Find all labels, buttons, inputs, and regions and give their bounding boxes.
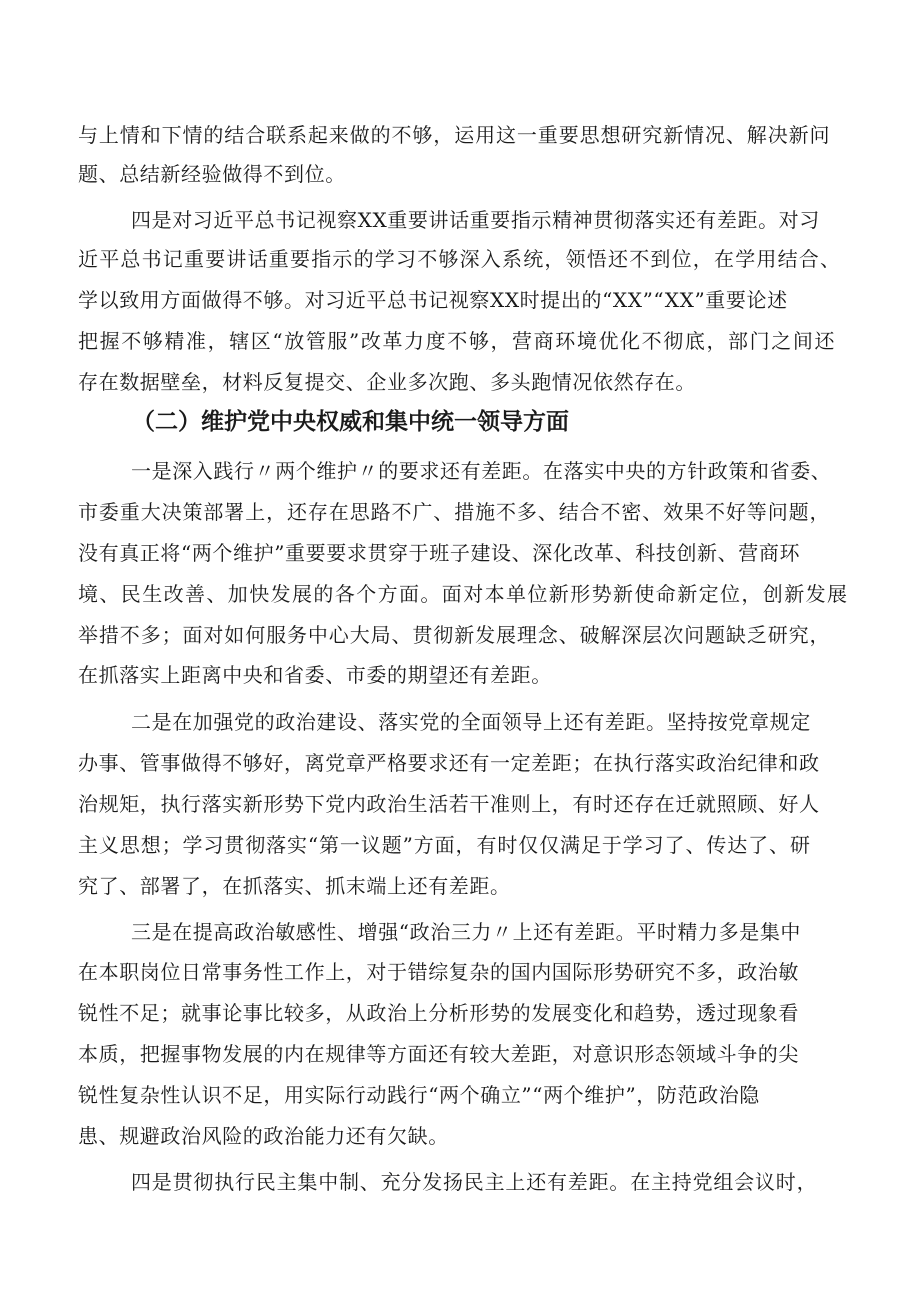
text-line: 在本职岗位日常事务性工作上，对于错综复杂的国内国际形势研究不多，政治敏 xyxy=(78,960,799,984)
section-heading: （二）维护党中央权威和集中统一领导方面 xyxy=(132,409,569,435)
text-line: 患、规避政治风险的政治能力还有欠缺。 xyxy=(78,1124,449,1148)
text-line: 本质，把握事物发展的内在规律等方面还有较大差距，对意识形态领域斗争的尖 xyxy=(78,1042,799,1066)
text-line: 一是深入践行〃两个维护〃的要求还有差距。在落实中央的方针政策和省委、 xyxy=(131,459,832,483)
text-line: 存在数据壁垒，材料反复提交、企业多次跑、多头跑情况依然存在。 xyxy=(78,370,696,394)
text-line: 锐性不足；就事论事比较多，从政治上分析形势的发展变化和趋势，透过现象看 xyxy=(78,1001,799,1025)
text-line: 把握不够精准，辖区“放管服”改革力度不够，营商环境优化不彻底，部门之间还 xyxy=(78,329,837,353)
text-line: 与上情和下情的结合联系起来做的不够，运用这一重要思想研究新情况、解决新问 xyxy=(78,123,831,147)
text-line: 治规矩，执行落实新形势下党内政治生活若干准则上，有时还存在迁就照顾、好人 xyxy=(78,792,820,816)
text-line: 题、总结新经验做得不到位。 xyxy=(78,162,346,186)
text-line: 市委重大决策部署上，还存在思路不广、措施不多、结合不密、效果不好等问题， xyxy=(78,500,831,524)
text-line: 举措不多；面对如何服务中心大局、贯彻新发展理念、破解深层次问题缺乏研究， xyxy=(78,623,831,647)
text-line: 没有真正将“两个维护”重要要求贯穿于班子建设、深化改革、科技创新、营商环 xyxy=(78,541,801,565)
text-line: 锐性复杂性认识不足，用实际行动践行“两个确立”“两个维护”，防范政治隐 xyxy=(78,1083,760,1107)
text-line: 近平总书记重要讲话重要指示的学习不够深入系统，领悟还不到位，在学用结合、 xyxy=(78,247,842,271)
text-line: 四是对习近平总书记视察XX重要讲话重要指示精神贯彻落实还有差距。对习 xyxy=(131,208,820,232)
text-line: 四是贯彻执行民主集中制、充分发扬民主上还有差距。在主持党组会议时， xyxy=(131,1170,818,1194)
text-line: 境、民生改善、加快发展的各个方面。面对本单位新形势新使命新定位，创新发展 xyxy=(78,582,849,606)
text-line: 三是在提高政治敏感性、增强“政治三力〃上还有差距。平时精力多是集中 xyxy=(131,920,802,944)
text-line: 二是在加强党的政治建设、落实党的全面领导上还有差距。坚持按党章规定 xyxy=(131,710,811,734)
text-line: 主义思想；学习贯彻落实“第一议题”方面，有时仅仅满足于学习了、传达了、研 xyxy=(78,833,811,857)
text-line: 在抓落实上距离中央和省委、市委的期望还有差距。 xyxy=(78,663,552,687)
text-line: 办事、管事做得不够好，离党章严格要求还有一定差距；在执行落实政治纪律和政 xyxy=(78,751,820,775)
text-line: 学以致用方面做得不够。对习近平总书记视察XX时提出的“XX”“XX”重要论述 xyxy=(78,288,788,312)
text-line: 究了、部署了，在抓落实、抓末端上还有差距。 xyxy=(78,874,511,898)
